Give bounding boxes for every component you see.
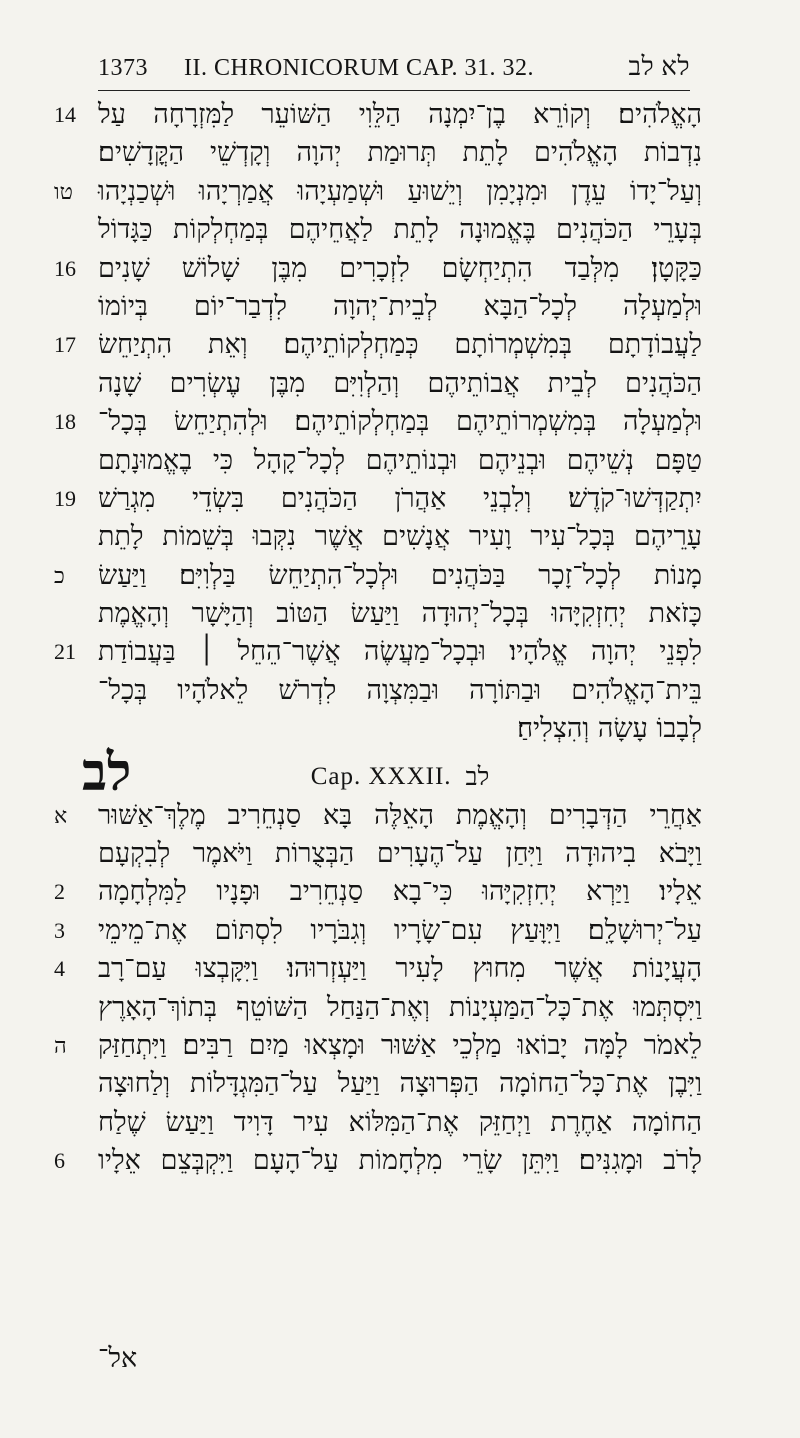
text-line bbox=[54, 1142, 702, 1180]
line-text: הָעֲיָנוֹת אֲשֶׁר מִחוּץ לָעִיר וַיַּעְזְרוּהוּ׃ וַיִּקָּבְצוּ עַם־רָב bbox=[98, 953, 702, 985]
line-text: יִתְקַדְּשׁוּ־קֹדֶשׁ׃ וְלִבְנֵי אַהֲרֹן הַכֹּהֲנִים בִּשְׂדֵי מִגְרַשׁ bbox=[98, 482, 702, 514]
line-text: הַכֹּהֲנִים לְבֵית אֲבוֹתֵיהֶם וְהַלְוִיִּם מִבֶּן עֶשְׂרִים שָׁנָה bbox=[98, 367, 702, 399]
line-text: אַחֲרֵי הַדְּבָרִים וְהָאֱמֶת הָאֵלֶּה בָּא סַנְחֵרִיב מֶלֶךְ־אַשּׁוּר bbox=[98, 799, 702, 831]
chapter-31-text bbox=[54, 96, 702, 749]
line-text: לִפְנֵי יְהוָה אֱלֹהָיו׃ וּבְכָל־מַעֲשֶׂה אֲשֶׁר־הֵחֵל ׀ בַּעֲבוֹדַת bbox=[98, 636, 702, 668]
line-text: בֵּית־הָאֱלֹהִים וּבַתּוֹרָה וּבַמִּצְוָה לִדְרֹשׁ לֵאלֹהָיו בְּכָל־ bbox=[98, 674, 702, 706]
line-text: כָּזֹאת יְחִזְקִיָּהוּ בְּכָל־יְהוּדָה וַיַּעַשׂ הַטּוֹב וְהַיָּשָׁר וְהָאֱמֶת bbox=[98, 598, 702, 630]
text-line bbox=[54, 326, 702, 364]
chapter-heading-latin: Cap. XXXII. bbox=[310, 762, 452, 790]
text-line bbox=[54, 633, 702, 671]
verse-number: א bbox=[54, 802, 68, 828]
line-text: בְּעָרֵי הַכֹּהֲנִים בֶּאֱמוּנָה לָתֵת לַאֲחֵיהֶם בְּמַחְלְקוֹת כַּגָּדוֹל bbox=[98, 214, 702, 246]
text-line bbox=[54, 250, 702, 288]
text-line bbox=[98, 288, 702, 326]
text-line bbox=[54, 950, 702, 988]
running-title: II. CHRONICORUM CAP. 31. 32. bbox=[184, 55, 535, 81]
text-line bbox=[98, 595, 702, 633]
line-text: לָרֹב וּמָגִנִּים׃ וַיִּתֵּן שָׂרֵי מִלְחָמוֹת עַל־הָעָם וַיִּקְבְּצֵם אֵלָיו bbox=[98, 1145, 702, 1177]
verse-number: 14 bbox=[54, 102, 76, 127]
line-text: וּלְמַעְלָה לְכָל־הַבָּא לְבֵית־יְהוָה לִדְבַר־יוֹם בְּיוֹמוֹ bbox=[98, 290, 702, 322]
text-line bbox=[98, 710, 702, 748]
line-text: וַיִּבֶן אֶת־כָּל־הַחוֹמָה הַפְּרוּצָה וַיַּעַל עַל־הַמִּגְדָּלוֹת וְלַחוּצָה bbox=[98, 1068, 702, 1100]
line-text: הַחוֹמָה אַחֶרֶת וַיְחַזֵּק אֶת־הַמִּלּוֹא עִיר דָּוִיד וַיַּעַשׂ שֶׁלַח bbox=[98, 1106, 702, 1138]
line-text: וַיָּבֹא בִיהוּדָה וַיִּחַן עַל־הֶעָרִים הַבְּצֻרוֹת וַיֹּאמֶר לְבִקְעָם bbox=[98, 838, 702, 870]
text-line bbox=[54, 96, 702, 134]
hebrew-text-body bbox=[54, 96, 702, 1181]
verse-number: 2 bbox=[54, 879, 65, 905]
chapter-marker-large: לב bbox=[82, 741, 132, 803]
text-line bbox=[54, 1027, 702, 1065]
line-text: הָאֱלֹהִים׃ וְקוֹרֵא בֶן־יִמְנָה הַלֵּוִי הַשּׁוֹעֵר לַמִּזְרָחָה עַל bbox=[98, 99, 702, 130]
verse-number: 19 bbox=[54, 485, 76, 511]
line-text: לַעֲבוֹדָתָם בְּמִשְׁמְרוֹתָם כְּמַחְלְקוֹתֵיהֶם׃ וְאֵת הִתְיַחֵשׂ bbox=[98, 329, 702, 361]
line-text: וַיִּסְתְּמוּ אֶת־כָּל־הַמַּעְיָנוֹת וְאֶת־הַנַּחַל הַשּׁוֹטֵף בְּתוֹךְ־הָאָרֶץ bbox=[98, 991, 702, 1023]
text-line bbox=[98, 1104, 702, 1142]
verse-number: 16 bbox=[54, 255, 76, 281]
verse-number: כ bbox=[54, 562, 65, 588]
text-line bbox=[98, 365, 702, 403]
catchword: אל־ bbox=[98, 1343, 138, 1374]
text-line bbox=[54, 912, 702, 950]
running-header bbox=[98, 52, 690, 86]
line-text: אֵלָיו׃ וַיַּרְא יְחִזְקִיָּהוּ כִּי־בָא סַנְחֵרִיב וּפָנָיו לַמִּלְחָמָה bbox=[98, 876, 702, 908]
page-number: 1373 bbox=[98, 55, 148, 81]
line-text: לֵאמֹר לָמָּה יָבוֹאוּ מַלְכֵי אַשּׁוּר וּמָצְאוּ מַיִם רַבִּים׃ וַיִּתְחַזַּק bbox=[98, 1029, 702, 1061]
verse-number: טו bbox=[54, 178, 73, 204]
text-line bbox=[54, 873, 702, 911]
text-line bbox=[98, 1065, 702, 1103]
line-text: עַל־יְרוּשָׁלִָם׃ וַיִּוָּעַץ עִם־שָׂרָיו וְגִבֹּרָיו לִסְתּוֹם אֶת־מֵימֵי bbox=[98, 914, 702, 946]
line-text: מָנוֹת לְכָל־זָכָר בַּכֹּהֲנִים וּלְכָל־הִתְיַחֵשׂ בַּלְוִיִּם׃ וַיַּעַשׂ bbox=[98, 559, 702, 591]
line-text: טַפָּם נְשֵׁיהֶם וּבְנֵיהֶם וּבְנוֹתֵיהֶם לְכָל־קָהָל כִּי בֶאֱמוּנָתָם bbox=[98, 444, 702, 476]
text-line bbox=[98, 989, 702, 1027]
header-rule bbox=[98, 90, 690, 91]
text-line bbox=[98, 672, 702, 710]
hebrew-chapter-numbers: לא לב bbox=[628, 52, 690, 81]
chapter-32-text bbox=[54, 797, 702, 1181]
text-line bbox=[98, 134, 702, 172]
line-text: לְבָבוֹ עָשָׂה וְהִצְלִיחַ׃ bbox=[517, 713, 702, 745]
verse-number: 18 bbox=[54, 409, 76, 435]
text-line bbox=[54, 557, 702, 595]
verse-number: ה bbox=[54, 1032, 67, 1058]
text-line bbox=[98, 442, 702, 480]
text-line bbox=[98, 835, 702, 873]
text-line bbox=[54, 480, 702, 518]
chapter-heading-hebrew: לב bbox=[465, 761, 490, 791]
chapter-heading bbox=[82, 741, 702, 803]
line-text: עָרֵיהֶם בְּכָל־עִיר וָעִיר אֲנָשִׁים אֲשֶׁר נִקְּבוּ בְּשֵׁמוֹת לָתֵת bbox=[98, 521, 702, 553]
verse-number: 21 bbox=[54, 639, 76, 665]
verse-number: 4 bbox=[54, 956, 65, 982]
text-line bbox=[54, 173, 702, 211]
line-text: נִדְבוֹת הָאֱלֹהִים לָתֵת תְּרוּמַת יְהוָה וְקָדְשֵׁי הַקֳּדָשִׁים׃ bbox=[98, 137, 702, 169]
text-line bbox=[54, 403, 702, 441]
text-line bbox=[98, 211, 702, 249]
line-text: וּלְמַעְלָה בְּמִשְׁמְרוֹתֵיהֶם בְּמַחְלְקוֹתֵיהֶם׃ וּלְהִתְיַחֵשׂ בְּכָל־ bbox=[98, 406, 702, 438]
verse-number: 17 bbox=[54, 332, 76, 358]
line-text: וְעַל־יָדוֹ עֵדֶן וּמִנְיָמִן וְיֵשׁוּעַ וּשְׁמַעְיָהוּ אֲמַרְיָהוּ וּשְׁכַנְיָהוּ bbox=[98, 175, 702, 207]
verse-number: 6 bbox=[54, 1148, 65, 1174]
line-text: כַּקָּטָן׃ מִלְּבַד הִתְיַחְשָׂם לִזְכָרִים מִבֶּן שָׁלוֹשׁ שָׁנִים bbox=[98, 252, 702, 284]
verse-number: 3 bbox=[54, 917, 65, 943]
text-line bbox=[54, 797, 702, 835]
text-line bbox=[98, 518, 702, 556]
